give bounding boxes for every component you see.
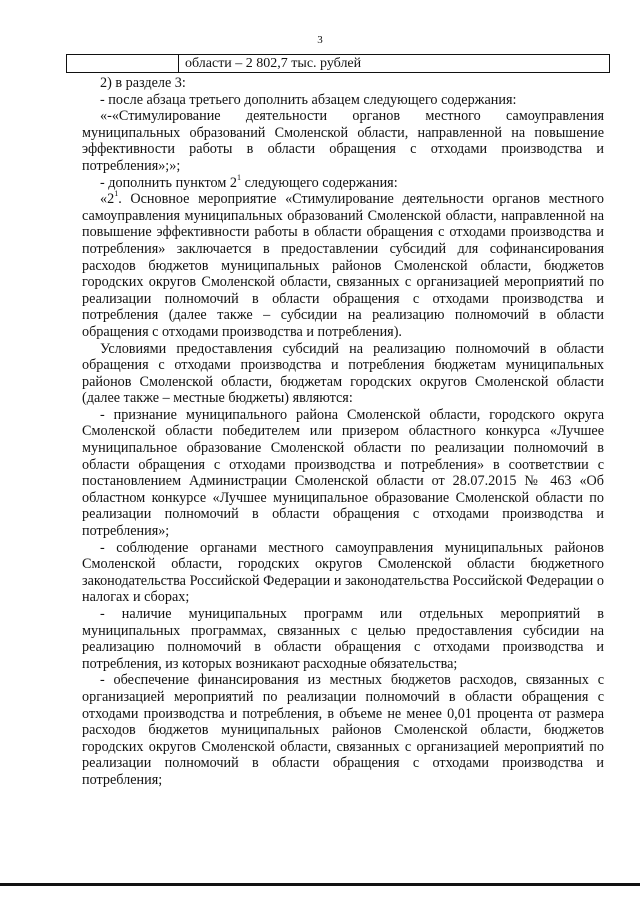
superscript-1: 1 xyxy=(237,172,242,182)
paragraph-point-2-1 xyxy=(82,191,604,340)
paragraph-instruction-2-end: следующего содержания: xyxy=(241,174,398,191)
paragraph-inserted-text: «-«Стимулирование деятельности органов местного самоуправления муниципальных образований Смоленской области, направленной на повышение эффективности работы в области обращения с отходами производства и потребления»;»; xyxy=(82,108,604,174)
paragraph-condition-2: - соблюдение органами местного самоуправления муниципальных районов Смоленской области, городских округов Смоленской области бюджетного законодательства Российской Федерации и законодательства Российской Федерации о налогах и сборах; xyxy=(82,539,604,606)
paragraph-instruction-2 xyxy=(82,172,604,192)
table-fragment xyxy=(66,54,610,73)
paragraph-condition-1: - признание муниципального района Смоленской области, городского округа Смоленской области победителем или призером областного конкурса «Лучшее муниципальное образование Смоленской области по реализации полномочий в области обращения с отходами производства и потребления» в соответствии с постановлением Администрации Смоленской области от 28.07.2015 № 463 «Об областном конкурсе «Лучшее муниципальное образование Смоленской области по реализации полномочий в области обращения с отходами производства и потребления»; xyxy=(82,406,604,540)
paragraph-condition-4: - обеспечение финансирования из местных бюджетов расходов, связанных с организацией мероприятий по реализации полномочий в области обращения с отходами производства и потребления, в объеме не менее 0,01 процента от размера расходов бюджетов муниципальных районов Смоленской области, бюджетов городских округов Смоленской области, связанных с организацией мероприятий по реализации полномочий в области обращения с отходами производства и потребления; xyxy=(82,672,604,788)
paragraph-instruction-2-start: - дополнить пунктом 2 xyxy=(100,174,238,191)
page-number: 3 xyxy=(317,34,323,46)
point-2-1-number: «2 xyxy=(100,191,115,208)
document-body xyxy=(82,75,604,789)
paragraph-conditions: Условиями предоставления субсидий на реализацию полномочий в области обращения с отходами производства и потребления бюджетам муниципальных районов Смоленской области, бюджетам городских округов Смоленской области (далее также – местные бюджеты) являются: xyxy=(82,340,604,407)
table-cell-empty xyxy=(67,55,179,72)
point-2-1-text: . Основное мероприятие «Стимулирование деятельности органов местного самоуправления муниципальных образований Смоленской области, направленной на повышение эффективности работы в области обращения с отходами производства и потребления» заключается в предоставлении субсидий для софинансирования расходов бюджетов муниципальных районов Смоленской области, бюджетов городских округов Смоленской области, связанных с организацией мероприятий по реализации полномочий в области обращения с отходами производства и потребления (далее также – субсидии на реализацию полномочий в области обращения с отходами производства и потребления). xyxy=(82,191,604,340)
paragraph-condition-3: - наличие муниципальных программ или отдельных мероприятий в муниципальных программах, связанных с целью предоставления субсидии на реализацию полномочий в области обращения с отходами производства и потребления, из которых возникают расходные обязательства; xyxy=(82,606,604,672)
table-cell-text: области – 2 802,7 тыс. рублей xyxy=(185,56,362,71)
bottom-rule xyxy=(0,883,640,886)
superscript-1b: 1 xyxy=(114,189,119,199)
paragraph-instruction-1: - после абзаца третьего дополнить абзацем следующего содержания: xyxy=(100,91,517,108)
paragraph-section-heading: 2) в разделе 3: xyxy=(100,75,186,91)
